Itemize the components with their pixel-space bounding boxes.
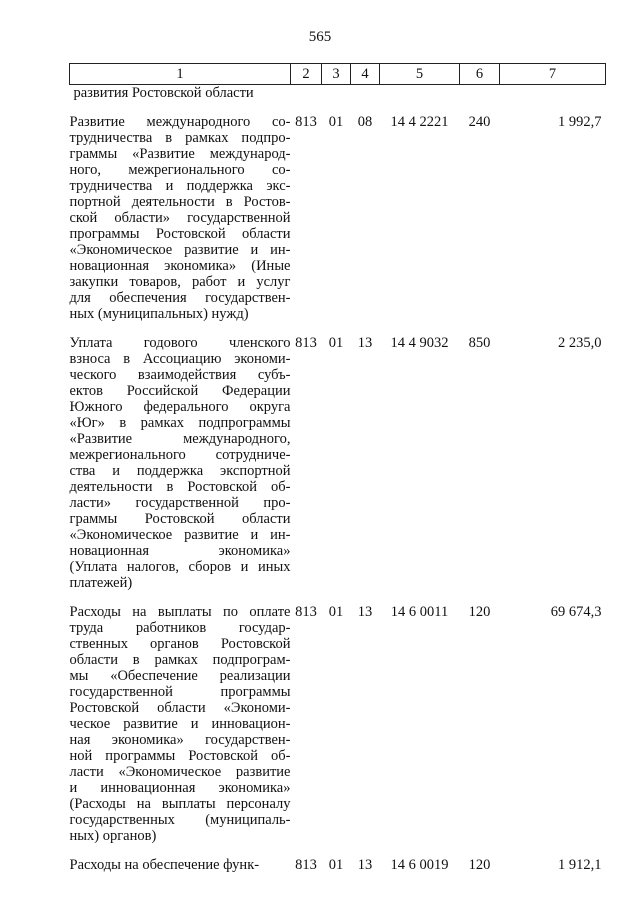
row-subsection-code: 13 (357, 335, 373, 351)
description-line: ласти «Экономическое развитие (69, 764, 291, 780)
budget-table (69, 63, 606, 873)
description-line: Развитие международного со- (69, 114, 291, 130)
row-section-code: 01 (328, 335, 344, 351)
table-row (70, 591, 606, 844)
row-section-code: 01 (328, 857, 344, 873)
description-line: трудничества и поддержка экс- (69, 178, 291, 194)
description-line: ная экономика» государствен- (69, 732, 291, 748)
description-line: ческое развитие и инновацион- (69, 716, 291, 732)
page-number: 565 (308, 29, 332, 45)
row-amount: 69 674,3 (550, 604, 602, 620)
row-ministry-code: 813 (295, 857, 317, 873)
description-line: ной программы Ростовской об- (69, 748, 291, 764)
description-line: Южного федерального округа (69, 399, 291, 415)
row-description (70, 322, 291, 591)
description-line: ектов Российской Федерации (69, 383, 291, 399)
row-target-code: 14 6 0011 (390, 604, 449, 620)
row-section-code: 01 (328, 114, 344, 130)
table-header (70, 64, 606, 85)
table-body (70, 85, 606, 874)
row-ministry-code: 813 (295, 335, 317, 351)
description-line: закупки товаров, работ и услуг (69, 274, 291, 290)
row-amount: 1 912,1 (558, 857, 602, 873)
description-line: межрегионального сотрудниче- (69, 447, 291, 463)
row-subsection-code: 13 (357, 857, 373, 873)
description-line: труда работников государ- (69, 620, 291, 636)
description-line: (Уплата налогов, сборов и иных (69, 559, 291, 575)
description-line: ного, межрегионального со- (69, 162, 291, 178)
table-row (70, 322, 606, 591)
description-line: портной деятельности в Ростов- (69, 194, 291, 210)
description-line: для обеспечения государствен- (69, 290, 291, 306)
table-row (70, 101, 606, 322)
description-line: ласти» государственной про- (69, 495, 291, 511)
description-line: платежей) (69, 575, 133, 591)
description-line: ской области» государственной (69, 210, 291, 226)
row-subsection-code: 08 (357, 114, 373, 130)
description-line: граммы Ростовской области (69, 511, 291, 527)
description-line: области в рамках подпрограм- (69, 652, 291, 668)
header-row (70, 64, 606, 85)
description-line: граммы «Развитие международ- (69, 146, 291, 162)
header-col-7: 7 (500, 64, 606, 85)
description-line: ных (муниципальных) нужд) (69, 306, 249, 322)
row-expense-type-code: 240 (468, 114, 491, 130)
row-ministry-code: 813 (295, 114, 317, 130)
table-row (70, 844, 606, 873)
header-col-3: 3 (322, 64, 351, 85)
row-subsection-code: 13 (357, 604, 373, 620)
row-target-code: 14 6 0019 (390, 857, 449, 873)
description-line: взноса в Ассоциацию экономи- (69, 351, 291, 367)
description-line: и инновационная экономика» (69, 780, 291, 796)
header-col-5: 5 (380, 64, 460, 85)
row-section-code: 01 (328, 604, 344, 620)
description-line: ческого взаимодействия субъ- (69, 367, 291, 383)
row-description (70, 844, 291, 873)
description-line: «Экономическое развитие и ин- (69, 527, 291, 543)
description-line: Расходы на выплаты по оплате (69, 604, 291, 620)
description-line: Ростовской области «Экономи- (69, 700, 291, 716)
description-line: (Расходы на выплаты персоналу (69, 796, 291, 812)
description-line: программы Ростовской области (69, 226, 291, 242)
row-description (70, 591, 291, 844)
description-line: трудничества в рамках подпро- (69, 130, 291, 146)
description-line: «Юг» в рамках подпрограммы (69, 415, 291, 431)
header-col-1: 1 (70, 64, 291, 85)
row-expense-type-code: 120 (468, 857, 491, 873)
row-target-code: 14 4 9032 (390, 335, 449, 351)
description-line: Уплата годового членского (69, 335, 291, 351)
description-line: новационная экономика» (69, 543, 291, 559)
description-line: государственных (муниципаль- (69, 812, 291, 828)
description-line: ства и поддержка экспортной (69, 463, 291, 479)
description-line: ных) органов) (69, 828, 157, 844)
description-line: Расходы на обеспечение функ- (69, 857, 260, 873)
description-line: деятельности в Ростовской об- (69, 479, 291, 495)
description-line: «Развитие международного, (69, 431, 291, 447)
row-amount: 2 235,0 (558, 335, 602, 351)
row-ministry-code: 813 (295, 604, 317, 620)
continuation-text: развития Ростовской области (73, 85, 254, 101)
continuation-row (70, 85, 606, 102)
row-target-code: 14 4 2221 (390, 114, 449, 130)
description-line: новационная экономика» (Иные (69, 258, 291, 274)
row-description (70, 101, 291, 322)
row-expense-type-code: 120 (468, 604, 491, 620)
header-col-2: 2 (291, 64, 322, 85)
description-line: мы «Обеспечение реализации (69, 668, 291, 684)
row-amount: 1 992,7 (558, 114, 602, 130)
header-col-4: 4 (351, 64, 380, 85)
header-col-6: 6 (460, 64, 500, 85)
row-expense-type-code: 850 (468, 335, 491, 351)
description-line: ственных органов Ростовской (69, 636, 291, 652)
description-line: «Экономическое развитие и ин- (69, 242, 291, 258)
description-line: государственной программы (69, 684, 291, 700)
